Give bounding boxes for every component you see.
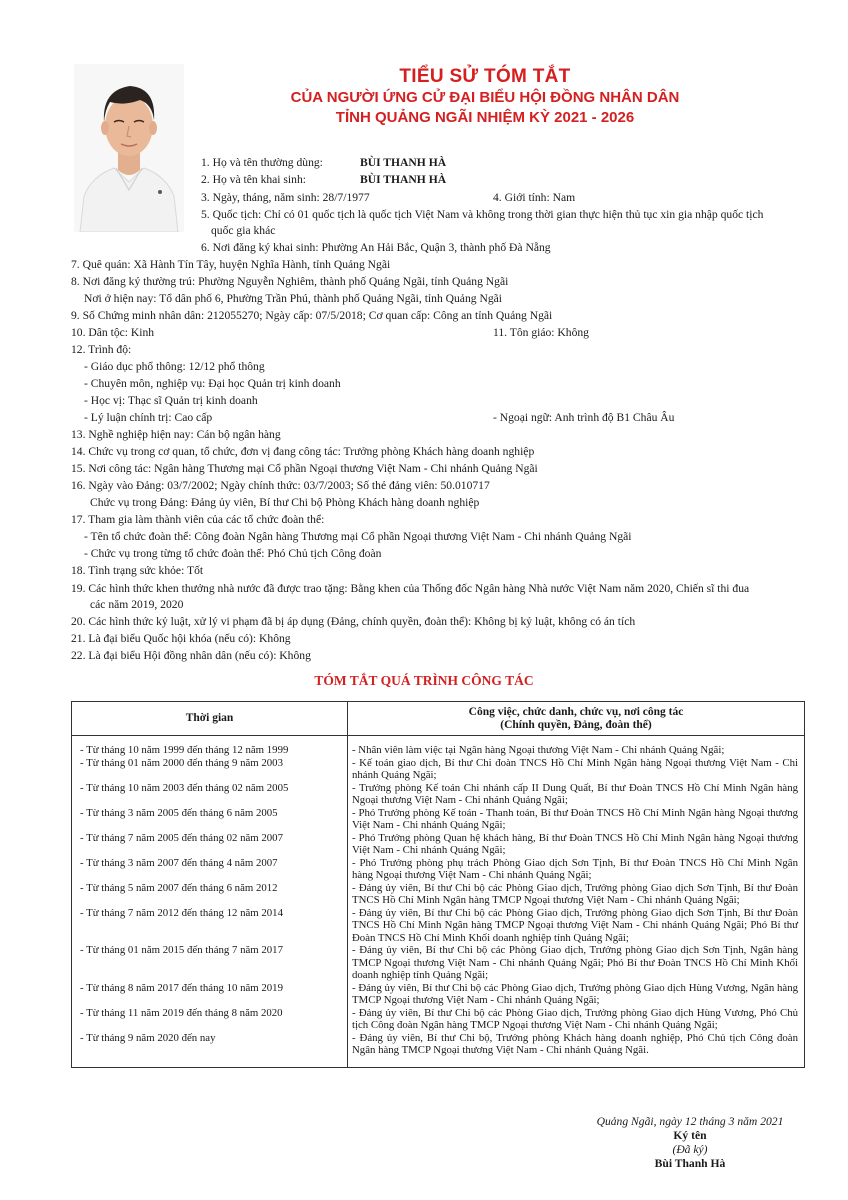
info-line-10: 10. Dân tộc: Kinh	[71, 326, 155, 339]
info-line-8-cont: Nơi ở hiện nay: Tổ dân phố 6, Phường Trần Phú, thành phố Quảng Ngãi, tỉnh Quảng Ngãi	[84, 292, 502, 305]
career-desc: - Nhân viên làm việc tại Ngân hàng Ngoại thương Việt Nam - Chi nhánh Quảng Ngãi;	[352, 744, 725, 756]
info-line-18: 18. Tình trạng sức khỏe: Tốt	[71, 564, 204, 577]
info-line-16: 16. Ngày vào Đảng: 03/7/2002; Ngày chính thức: 03/7/2003; Số thẻ đảng viên: 50.010717	[71, 479, 490, 492]
info-line-16-cont: Chức vụ trong Đảng: Đảng ủy viên, Bí thư Chi bộ Phòng Khách hàng doanh nghiệp	[90, 496, 480, 509]
info-line-19-cont: các năm 2019, 2020	[90, 598, 184, 611]
table-row	[72, 782, 805, 807]
table-row	[72, 736, 805, 757]
info-line-1	[201, 154, 323, 171]
info-line-5: 5. Quốc tịch: Chỉ có 01 quốc tịch là quốc tịch Việt Nam và không trong thời gian thực hiện thủ tục xin gia nhập quốc tịch	[201, 208, 764, 221]
career-col-time	[72, 702, 348, 736]
info-line-5-cont: quốc gia khác	[211, 224, 276, 237]
career-time: - Từ tháng 01 năm 2015 đến tháng 7 năm 2017	[72, 944, 348, 982]
career-desc: - Đảng ủy viên, Bí thư Chi bộ các Phòng Giao dịch, Trưởng phòng Giao dịch Sơn Tịnh, Bí thư Đoàn TNCS Hồ Chí Minh Ngân hàng TMCP Ngoại thương Việt Nam - Chi nhánh Quảng Ngãi;	[352, 881, 798, 906]
info-line-20: 20. Các hình thức kỷ luật, xử lý vi phạm đã bị áp dụng (Đảng, chính quyền, đoàn thể): Không bị kỷ luật, không có án tích	[71, 615, 636, 628]
table-row	[72, 1032, 805, 1068]
table-row	[72, 832, 805, 857]
info-line-12a: - Giáo dục phổ thông: 12/12 phổ thông	[84, 360, 265, 373]
career-desc: - Phó Trưởng phòng phụ trách Phòng Giao dịch Sơn Tịnh, Bí thư Đoàn TNCS Hồ Chí Minh Ngân hàng Ngoại thương Việt Nam - Chi nhánh Quảng Ngãi;	[352, 856, 798, 881]
document-title: TIỂU SỬ TÓM TẮT	[399, 66, 571, 87]
career-col-description-label: Công việc, chức danh, chức vụ, nơi công tác	[468, 706, 684, 718]
document-subtitle-1: CỦA NGƯỜI ỨNG CỬ ĐẠI BIỂU HỘI ĐỒNG NHÂN DÂN	[290, 89, 680, 106]
signature-label: Ký tên	[673, 1129, 707, 1142]
portrait-illustration	[74, 64, 184, 232]
career-time: - Từ tháng 7 năm 2005 đến tháng 02 năm 2007	[72, 832, 348, 857]
career-table	[71, 701, 805, 1068]
info-line-12e: - Ngoại ngữ: Anh trình độ B1 Châu Âu	[493, 411, 675, 424]
table-row	[72, 807, 805, 832]
career-time: - Từ tháng 9 năm 2020 đến nay	[72, 1032, 348, 1068]
info-line-12d: - Lý luận chính trị: Cao cấp	[84, 411, 213, 424]
info-line-2	[201, 171, 306, 188]
career-desc: - Phó Trưởng phòng Quan hệ khách hàng, Bí thư Đoàn TNCS Hồ Chí Minh Ngân hàng Ngoại thương Việt Nam - Chi nhánh Quảng Ngãi;	[352, 831, 798, 856]
career-desc: - Đảng ủy viên, Bí thư Chi bộ, Trưởng phòng Khách hàng doanh nghiệp, Phó Chủ tịch Công đoàn Ngân hàng TMCP Ngoại thương Việt Nam - Chi nhánh Quảng Ngãi.	[352, 1031, 798, 1056]
info-line-11: 11. Tôn giáo: Không	[493, 326, 589, 339]
career-time: - Từ tháng 10 năm 1999 đến tháng 12 năm 1999	[72, 736, 348, 757]
info-line-19: 19. Các hình thức khen thưởng nhà nước đã được trao tặng: Bằng khen của Thống đốc Ngân hàng Nhà nước Việt Nam năm 2020, Chiến sĩ thi đua	[71, 582, 750, 595]
career-desc: - Đảng ủy viên, Bí thư Chi bộ các Phòng Giao dịch, Trưởng phòng Giao dịch Sơn Tịnh, Bí thư Đoàn TNCS Hồ Chí Minh Ngân hàng TMCP Ngoại thương Việt Nam - Chi nhánh Quảng Ngãi; Phó Bí thư Đoàn TNCS Hồ Chí Minh Khối doanh nghiệp tỉnh Quảng Ngãi;	[352, 906, 798, 944]
career-desc: - Đảng ủy viên, Bí thư Chi bộ các Phòng Giao dịch, Trưởng phòng Giao dịch Hùng Vương, Ngân hàng TMCP Ngoại thương Việt Nam - Chi nhánh Quảng Ngãi;	[352, 981, 798, 1006]
career-time: - Từ tháng 10 năm 2003 đến tháng 02 năm 2005	[72, 782, 348, 807]
signature-block	[540, 1115, 840, 1171]
info-line-15: 15. Nơi công tác: Ngân hàng Thương mại Cổ phần Ngoại thương Việt Nam - Chi nhánh Quảng Ngãi	[71, 462, 538, 475]
career-col-time-label: Thời gian	[185, 712, 234, 725]
career-col-description	[348, 702, 805, 736]
info-line-8: 8. Nơi đăng ký thường trú: Phường Nguyễn Nghiêm, thành phố Quảng Ngãi, tỉnh Quảng Ngãi	[71, 275, 509, 288]
career-section-title: TÓM TẮT QUÁ TRÌNH CÔNG TÁC	[314, 673, 534, 688]
table-row	[72, 982, 805, 1007]
career-desc: - Phó Trưởng phòng Kế toán - Thanh toán, Bí thư Đoàn TNCS Hồ Chí Minh Ngân hàng Ngoại thương Việt Nam - Chi nhánh Quảng Ngãi;	[352, 806, 798, 831]
career-col-description-sublabel: (Chính quyền, Đảng, đoàn thể)	[500, 718, 652, 731]
info-line-3: 3. Ngày, tháng, năm sinh: 28/7/1977	[201, 191, 370, 204]
document-subtitle-2: TỈNH QUẢNG NGÃI NHIỆM KỲ 2021 - 2026	[335, 109, 635, 126]
career-time: - Từ tháng 7 năm 2012 đến tháng 12 năm 2014	[72, 907, 348, 945]
portrait-photo	[74, 64, 184, 232]
career-desc: - Đảng ủy viên, Bí thư Chi bộ các Phòng Giao dịch, Trưởng phòng Giao dịch Sơn Tịnh, Ngân hàng TMCP Ngoại thương Việt Nam - Chi nhánh Quảng Ngãi; Phó Bí thư Đoàn TNCS Hồ Chí Minh Khối doanh nghiệp tỉnh Quảng Ngãi;	[352, 944, 798, 981]
info-line-14: 14. Chức vụ trong cơ quan, tổ chức, đơn vị đang công tác: Trưởng phòng Khách hàng doanh nghiệp	[71, 445, 535, 458]
career-time: - Từ tháng 3 năm 2007 đến tháng 4 năm 2007	[72, 857, 348, 882]
table-row	[72, 857, 805, 882]
signature-signed-note: (Đã ký)	[672, 1143, 708, 1156]
info-line-7: 7. Quê quán: Xã Hành Tín Tây, huyện Nghĩa Hành, tỉnh Quảng Ngãi	[71, 258, 391, 271]
career-time: - Từ tháng 01 năm 2000 đến tháng 9 năm 2003	[72, 757, 348, 782]
info-label-birth-name: 2. Họ và tên khai sinh:	[201, 173, 306, 186]
info-line-21: 21. Là đại biểu Quốc hội khóa (nếu có): Không	[71, 632, 291, 645]
info-line-12c: - Học vị: Thạc sĩ Quản trị kinh doanh	[84, 394, 258, 407]
info-line-13: 13. Nghề nghiệp hiện nay: Cán bộ ngân hàng	[71, 428, 281, 441]
info-value-birth-name: BÙI THANH HÀ	[360, 173, 447, 186]
career-time: - Từ tháng 5 năm 2007 đến tháng 6 năm 2012	[72, 882, 348, 907]
table-row	[72, 944, 805, 982]
info-line-12: 12. Trình độ:	[71, 343, 132, 356]
signature-place-date: Quảng Ngãi, ngày 12 tháng 3 năm 2021	[596, 1115, 784, 1128]
info-line-22: 22. Là đại biểu Hội đồng nhân dân (nếu có): Không	[71, 649, 311, 662]
info-line-17: 17. Tham gia làm thành viên của các tổ chức đoàn thể:	[71, 513, 325, 526]
info-value-common-name: BÙI THANH HÀ	[360, 156, 447, 169]
info-line-17a: - Tên tổ chức đoàn thể: Công đoàn Ngân hàng Thương mại Cổ phần Ngoại thương Việt Nam - Chi nhánh Quảng Ngãi	[84, 530, 632, 543]
info-line-4: 4. Giới tính: Nam	[493, 191, 576, 204]
career-desc: - Kế toán giao dịch, Bí thư Chi đoàn TNCS Hồ Chí Minh Ngân hàng Ngoại thương Việt Nam - Chi nhánh Quảng Ngãi;	[352, 756, 798, 781]
career-time: - Từ tháng 3 năm 2005 đến tháng 6 năm 2005	[72, 807, 348, 832]
career-desc: - Đảng ủy viên, Bí thư Chi bộ các Phòng Giao dịch, Trưởng phòng Giao dịch Hùng Vương, Phó Chủ tịch Công đoàn Ngân hàng TMCP Ngoại thương Việt Nam - Chi nhánh Quảng Ngãi;	[352, 1006, 798, 1031]
career-desc: - Trưởng phòng Kế toán Chi nhánh cấp II Dung Quất, Bí thư Đoàn TNCS Hồ Chí Minh Ngân hàng Ngoại thương Việt Nam - Chi nhánh Quảng Ngãi;	[352, 781, 798, 806]
signature-name: Bùi Thanh Hà	[654, 1157, 726, 1170]
info-label-common-name: 1. Họ và tên thường dùng:	[201, 156, 323, 169]
table-row	[72, 757, 805, 782]
career-table-body	[72, 736, 805, 1068]
career-time: - Từ tháng 8 năm 2017 đến tháng 10 năm 2019	[72, 982, 348, 1007]
table-row	[72, 882, 805, 907]
table-row	[72, 1007, 805, 1032]
info-line-9: 9. Số Chứng minh nhân dân: 212055270; Ngày cấp: 07/5/2018; Cơ quan cấp: Công an tỉnh Quảng Ngãi	[71, 309, 553, 322]
document-header	[250, 66, 720, 128]
table-row	[72, 907, 805, 945]
career-table-header	[72, 702, 805, 736]
info-line-17b: - Chức vụ trong từng tổ chức đoàn thể: Phó Chủ tịch Công đoàn	[84, 547, 382, 560]
info-line-12b: - Chuyên môn, nghiệp vụ: Đại học Quản trị kinh doanh	[84, 377, 341, 390]
career-time: - Từ tháng 11 năm 2019 đến tháng 8 năm 2020	[72, 1007, 348, 1032]
info-line-6: 6. Nơi đăng ký khai sinh: Phường An Hải Bắc, Quận 3, thành phố Đà Nẵng	[201, 241, 551, 254]
